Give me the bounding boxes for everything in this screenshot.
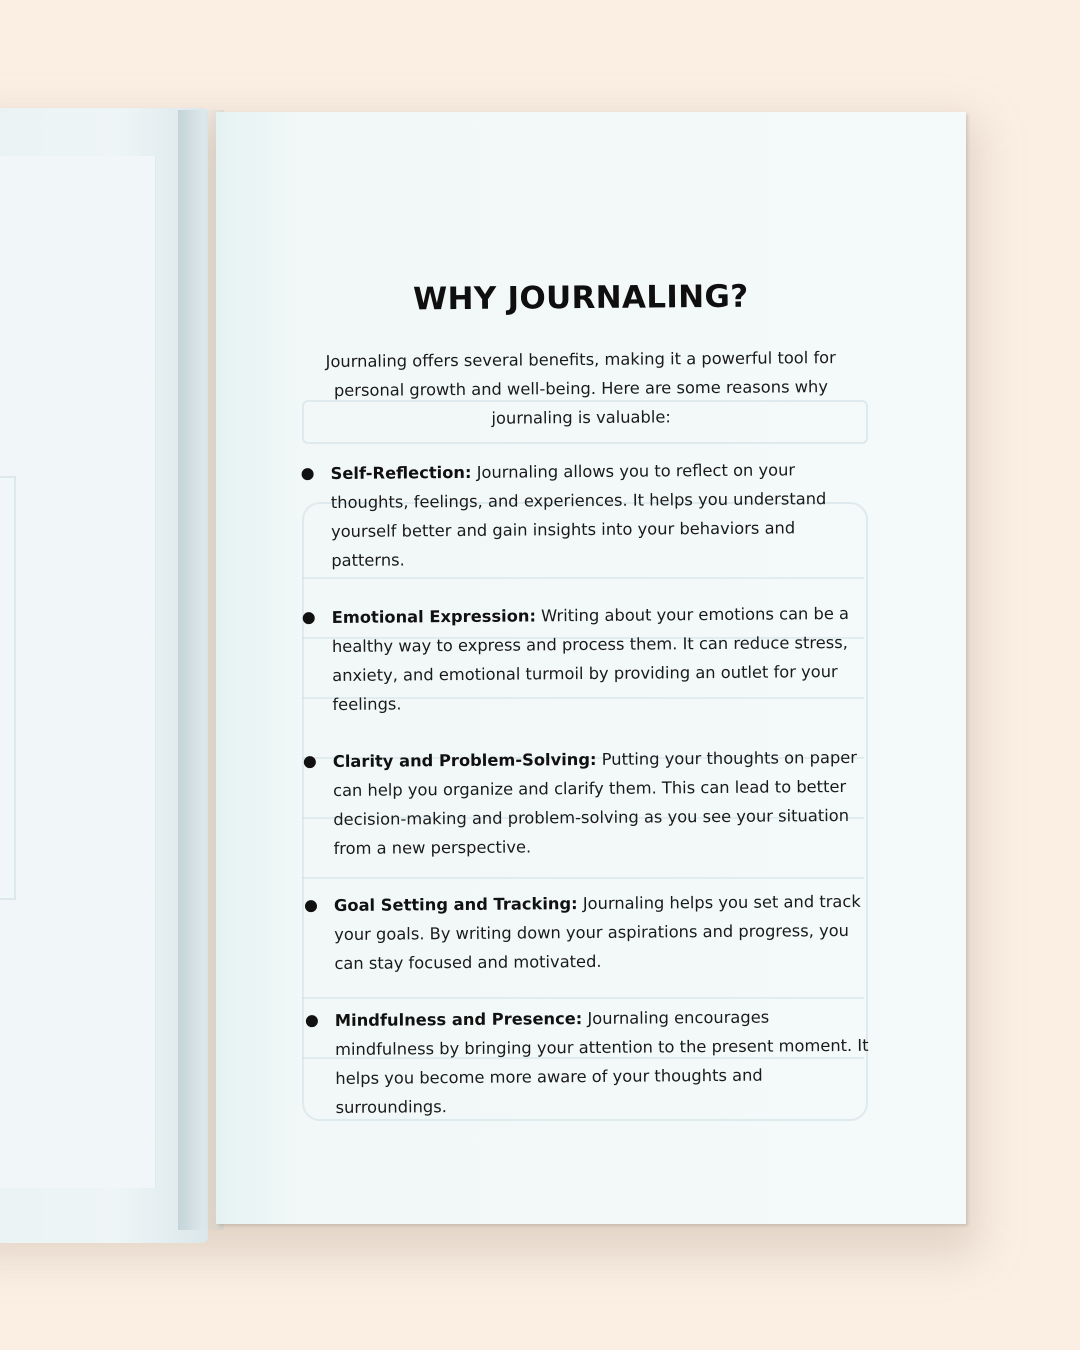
list-item <box>300 455 869 575</box>
item-text: Journaling encourages mindfulness by bringing your attention to the present moment. It helps you become more aware of your thoughts and surroundings. <box>335 1007 869 1117</box>
intro-paragraph: Journaling offers several benefits, making it a powerful tool for personal growth and well-being. Here are some reasons why journaling is valuable: <box>325 348 836 428</box>
bullet-icon <box>306 1015 318 1027</box>
item-text: Putting your thoughts on paper can help you organize and clarify them. This can lead to better decision-making and problem-solving as you see your situation from a new perspective. <box>333 747 858 858</box>
item-term: Mindfulness and Presence: <box>334 1009 583 1030</box>
benefits-list <box>300 455 873 1122</box>
left-page-ghost-frame <box>0 476 16 900</box>
left-page <box>0 108 208 1243</box>
left-page-inner-panel <box>0 156 156 1188</box>
list-item <box>304 887 873 978</box>
bullet-icon <box>303 612 315 624</box>
list-item <box>303 743 872 863</box>
page-content <box>212 109 971 1227</box>
item-text: Writing about your emotions can be a healthy way to express and process them. It can reduce stress, anxiety, and emotional turmoil by providing an outlet for your feelings. <box>331 603 850 714</box>
item-text: Journaling allows you to reflect on your thoughts, feelings, and experiences. It helps you understand yourself better and gain insights into your behaviors and patterns. <box>330 460 827 570</box>
right-page <box>216 112 966 1224</box>
bullet-icon <box>305 900 317 912</box>
item-text: Journaling helps you set and track your goals. By writing down your aspirations and progress, you can stay focused and motivated. <box>334 891 861 973</box>
list-item <box>302 599 871 719</box>
bullet-icon <box>302 468 314 480</box>
bullet-icon <box>304 756 316 768</box>
item-term: Goal Setting and Tracking: <box>333 894 578 915</box>
page-title: WHY JOURNALING? <box>412 278 749 318</box>
item-term: Self-Reflection: <box>330 462 472 484</box>
item-term: Emotional Expression: <box>331 606 537 627</box>
item-term: Clarity and Problem-Solving: <box>332 749 597 771</box>
list-item <box>305 1002 874 1122</box>
